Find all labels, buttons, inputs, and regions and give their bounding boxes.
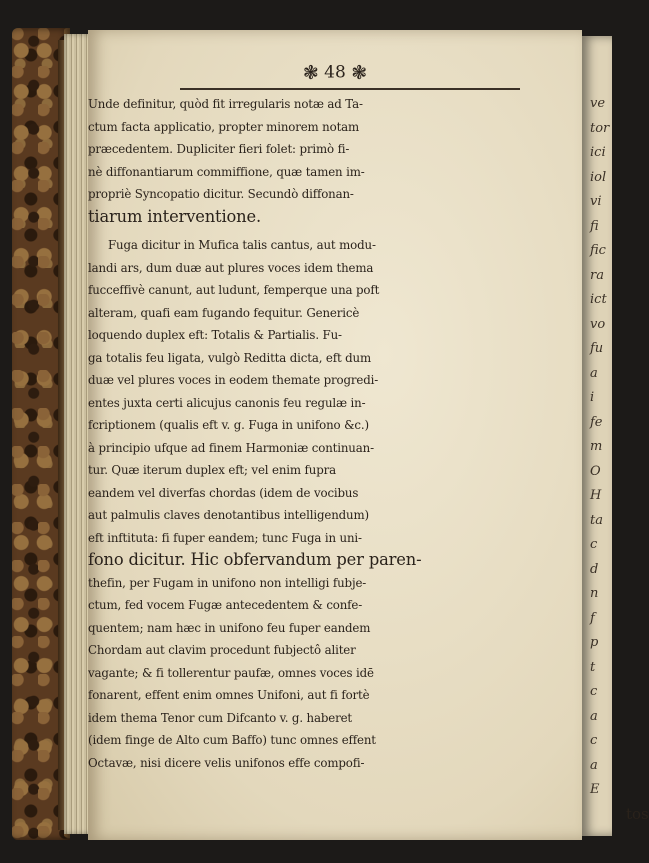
- facing-page-edge: [582, 36, 612, 836]
- facing-fragment: m: [590, 439, 603, 454]
- facing-fragment: ve: [590, 96, 606, 111]
- text-line: thefin, per Fugam in unifono non intelligi fubje-: [88, 575, 367, 590]
- text-line: alteram, quafi eam fugando fequitur. Genericè: [88, 305, 360, 320]
- facing-fragment: tor: [590, 120, 610, 136]
- text-line: Octavæ, nisi dicere velis unifonos effe compofi-: [88, 755, 365, 770]
- text-line: propriè Syncopatio dicitur. Secundò diffonan-: [88, 187, 354, 201]
- facing-fragment: fe: [590, 414, 603, 430]
- text-line: ga totalis feu ligata, vulgò Reditta dicta, eft dum: [88, 350, 372, 365]
- text-line: Fuga dicitur in Mufica talis cantus, aut modu-: [108, 238, 376, 252]
- text-line: aut palmulis claves denotantibus intelligendum): [88, 508, 369, 522]
- text-line: quentem; nam hæc in unifono feu fuper eandem: [88, 620, 371, 635]
- text-line: Chordam aut clavim procedunt fubjectô aliter: [88, 643, 356, 657]
- text-line: duæ vel plures voces in eodem themate progredi-: [88, 373, 379, 387]
- facing-fragment: t: [590, 659, 596, 675]
- text-line: eandem vel diverfas chordas (idem de vocibus: [88, 485, 359, 500]
- facing-fragment: O: [590, 463, 601, 479]
- facing-fragment: f: [590, 610, 595, 626]
- text-line: fcriptionem (qualis eft v. g. Fuga in unifono &c.): [88, 418, 369, 432]
- text-line: tiarum interventione.: [88, 206, 262, 226]
- text-line: ctum, fed vocem Fugæ antecedentem & confe-: [88, 598, 363, 612]
- text-line: nè diffonantiarum commiffione, quæ tamen im-: [88, 164, 365, 179]
- text-line: landi ars, dum duæ aut plures voces idem thema: [88, 260, 374, 275]
- facing-fragment: fu: [590, 341, 604, 356]
- page-header: [88, 62, 582, 84]
- facing-fragment: ict: [590, 292, 607, 307]
- facing-fragment: a: [590, 365, 598, 381]
- facing-fragment: ta: [590, 512, 603, 528]
- facing-fragment: c: [590, 684, 598, 699]
- facing-fragment: i: [590, 390, 595, 405]
- page-number: 48: [324, 62, 346, 83]
- text-line: entes juxta certi alicujus canonis feu regulæ in-: [88, 395, 366, 410]
- text-line: eft inftituta: fi fuper eandem; tunc Fuga in uni-: [88, 530, 362, 545]
- catchword: tos: [626, 805, 649, 823]
- facing-fragment: vi: [590, 194, 602, 209]
- facing-fragment: n: [590, 586, 599, 601]
- text-line: idem thema Tenor cum Difcanto v. g. haberet: [88, 710, 353, 725]
- text-line: vagante; & fi tollerentur paufæ, omnes voces idē: [88, 665, 374, 680]
- facing-fragment: a: [590, 708, 598, 724]
- facing-fragment: p: [590, 635, 599, 650]
- facing-fragment: ra: [590, 267, 604, 283]
- text-line: fono dicitur. Hic obfervandum per paren-: [88, 550, 422, 569]
- facing-fragment: a: [590, 757, 598, 773]
- header-rule: [180, 88, 520, 90]
- facing-fragment: c: [590, 733, 598, 748]
- text-line: ctum facta applicatio, propter minorem notam: [88, 119, 360, 134]
- text-line: Unde definitur, quòd fit irregularis notæ ad Ta-: [88, 97, 363, 111]
- facing-fragment: fi: [590, 218, 599, 234]
- facing-fragment: E: [590, 782, 600, 797]
- text-line: loquendo duplex eft: Totalis & Partialis. Fu-: [88, 328, 342, 342]
- facing-fragment: vo: [590, 316, 606, 332]
- text-line: tur. Quæ iterum duplex eft; vel enim fupra: [88, 463, 336, 477]
- text-line: fucceffivè canunt, aut ludunt, femperque una poft: [88, 283, 380, 297]
- text-line: à principio ufque ad finem Harmoniæ continuan-: [88, 440, 374, 455]
- facing-fragment: c: [590, 537, 598, 552]
- facing-fragment: H: [590, 488, 602, 503]
- facing-fragment: ici: [590, 145, 606, 160]
- facing-fragment: fic: [590, 243, 606, 258]
- text-line: (idem finge de Alto cum Baffo) tunc omnes effent: [88, 733, 376, 747]
- facing-fragment: d: [590, 561, 599, 577]
- text-line: fonarent, effent enim omnes Unifoni, aut fi fortè: [88, 688, 370, 702]
- facing-fragment: iol: [590, 169, 607, 185]
- ornament-left-icon: ❃: [302, 62, 319, 84]
- text-line: præcedentem. Dupliciter fieri folet: primò fi-: [88, 142, 350, 156]
- ornament-right-icon: ❃: [351, 62, 368, 84]
